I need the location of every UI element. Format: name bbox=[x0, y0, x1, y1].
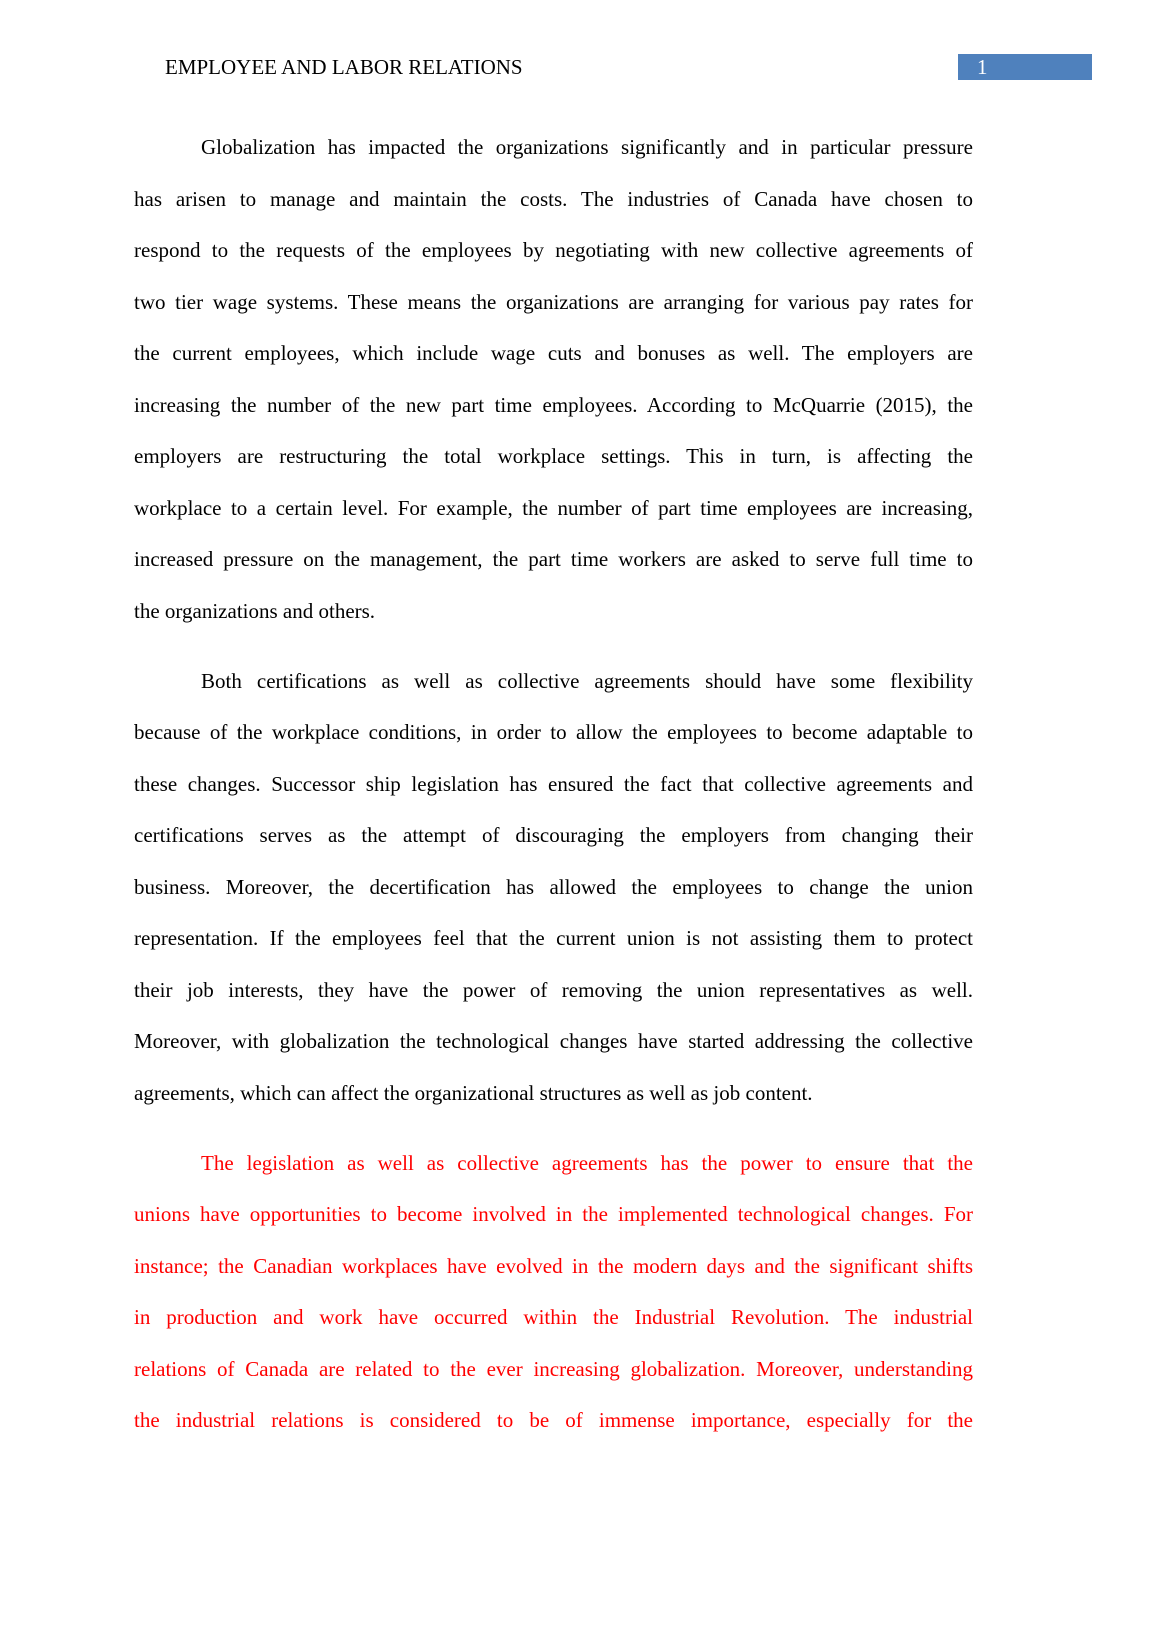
paragraph-line: these changes. Successor ship legislation has ensured the fact that collective agreements and bbox=[134, 771, 973, 796]
paragraph-line: the organizations and others. bbox=[134, 598, 376, 623]
paragraph-3 bbox=[134, 1147, 973, 1456]
paragraph-line: respond to the requests of the employees by negotiating with new collective agreements of bbox=[134, 238, 973, 262]
paragraph-line: Globalization has impacted the organizations significantly and in particular pressure bbox=[201, 135, 973, 159]
paragraph-line: in production and work have occurred within the Industrial Revolution. The industrial bbox=[134, 1305, 973, 1329]
paragraph-line: their job interests, they have the power of removing the union representatives as well. bbox=[134, 977, 973, 1002]
paragraph-1 bbox=[134, 131, 973, 646]
paragraph-2 bbox=[134, 665, 973, 1129]
paragraph-line: business. Moreover, the decertification has allowed the employees to change the union bbox=[134, 874, 973, 899]
paragraph-line: increased pressure on the management, the part time workers are asked to serve full time to bbox=[134, 547, 973, 571]
paragraph-line: because of the workplace conditions, in order to allow the employees to become adaptable to bbox=[134, 720, 973, 744]
paragraph-line: Both certifications as well as collective agreements should have some flexibility bbox=[201, 668, 973, 693]
running-header-title: EMPLOYEE AND LABOR RELATIONS bbox=[165, 55, 523, 79]
paragraph-line: relations of Canada are related to the ever increasing globalization. Moreover, understanding bbox=[134, 1356, 973, 1381]
page-number: 1 bbox=[977, 55, 988, 79]
paragraph-line: The legislation as well as collective agreements has the power to ensure that the bbox=[201, 1150, 973, 1175]
paragraph-line: certifications serves as the attempt of discouraging the employers from changing their bbox=[134, 823, 973, 847]
paragraph-line: workplace to a certain level. For example, the number of part time employees are increasing, bbox=[134, 495, 973, 520]
paragraph-line: Moreover, with globalization the technological changes have started addressing the collective bbox=[134, 1029, 973, 1053]
page-number-box bbox=[958, 54, 1092, 80]
document-body bbox=[134, 131, 973, 1474]
paragraph-line: increasing the number of the new part time employees. According to McQuarrie (2015), the bbox=[134, 392, 973, 417]
paragraph-line: instance; the Canadian workplaces have evolved in the modern days and the significant shifts bbox=[134, 1253, 973, 1278]
paragraph-line: agreements, which can affect the organizational structures as well as job content. bbox=[134, 1080, 813, 1105]
paragraph-line: has arisen to manage and maintain the costs. The industries of Canada have chosen to bbox=[134, 186, 973, 211]
paragraph-line: two tier wage systems. These means the organizations are arranging for various pay rates for bbox=[134, 289, 973, 314]
paragraph-line: unions have opportunities to become involved in the implemented technological changes. For bbox=[134, 1202, 973, 1226]
paragraph-line: the industrial relations is considered to be of immense importance, especially for the bbox=[134, 1408, 973, 1432]
paragraph-line: representation. If the employees feel that the current union is not assisting them to protect bbox=[134, 926, 973, 950]
paragraph-line: the current employees, which include wage cuts and bonuses as well. The employers are bbox=[134, 341, 973, 365]
paragraph-line: employers are restructuring the total workplace settings. This in turn, is affecting the bbox=[134, 444, 973, 468]
